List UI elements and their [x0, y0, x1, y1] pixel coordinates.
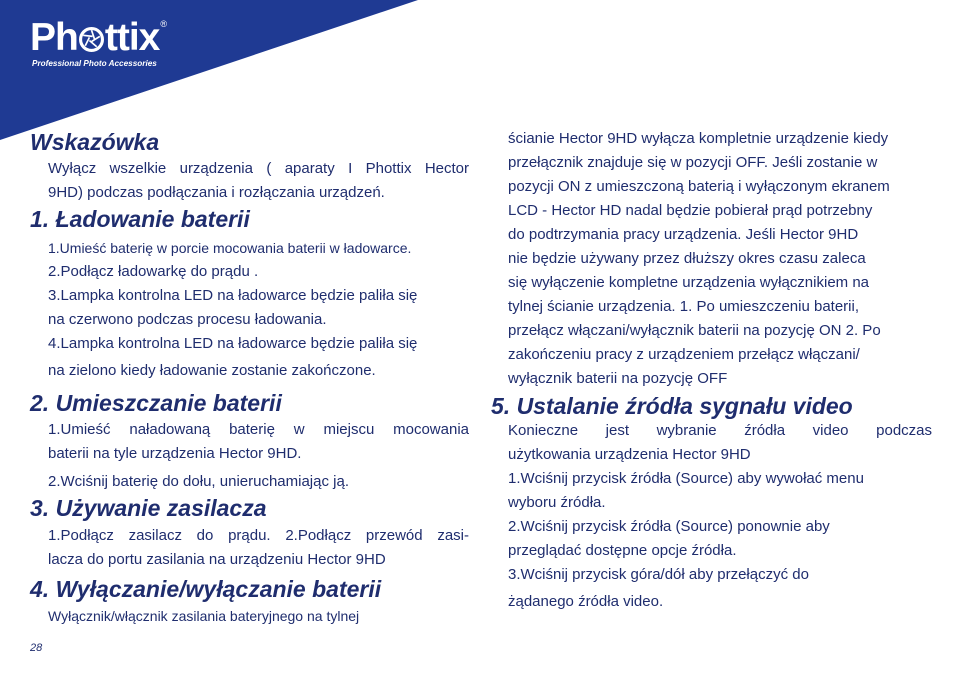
- section-3-paragraph: [48, 524, 469, 572]
- aperture-icon: [79, 27, 104, 52]
- text-line: 3.Wciśnij przycisk góra/dół aby przełączyć do: [508, 566, 809, 583]
- phottix-logo: [30, 18, 166, 57]
- section-2-heading: 2. Umieszczanie baterii: [30, 390, 282, 416]
- text-line: żądanego źródła video.: [508, 593, 664, 610]
- brand-tagline: Professional Photo Accessories: [32, 59, 157, 68]
- logo-text-start: Ph: [30, 16, 78, 59]
- registered-mark: ®: [160, 19, 166, 29]
- text-line: do podtrzymania pracy urządzenia. Jeśli Hector 9HD: [508, 226, 859, 243]
- text-line: zakończeniu pracy z urządzeniem przełącz włączani/: [508, 346, 860, 363]
- text-line: 4.Lampka kontrolna LED na ładowarce będzie paliła się: [48, 335, 418, 352]
- text-line: 2.Podłącz ładowarkę do prądu .: [48, 263, 259, 280]
- text-line: przeglądać dostępne opcje źródła.: [508, 542, 737, 559]
- text-line: wyboru źródła.: [508, 494, 606, 511]
- text-line: lacza do portu zasilania na urządzeniu Hector 9HD: [48, 551, 386, 568]
- logo-text-end: ttix: [104, 16, 160, 59]
- text-line: na zielono kiedy ładowanie zostanie zakończone.: [48, 362, 376, 379]
- text-line: baterii na tyle urządzenia Hector 9HD.: [48, 445, 302, 462]
- text-line: 2.Wciśnij przycisk źródła (Source) ponownie aby: [508, 518, 830, 535]
- section-3-heading: 3. Używanie zasilacza: [30, 495, 267, 521]
- text-line: przełącznik znajduje się w pozycji OFF. Jeśli zostanie w: [508, 154, 878, 171]
- text-line: wyłącznik baterii na pozycję OFF: [508, 370, 728, 387]
- section-1-heading: 1. Ładowanie baterii: [30, 206, 250, 232]
- section-2-paragraph: [48, 418, 469, 494]
- text-line: tylnej ścianie urządzenia. 1. Po umieszczeniu baterii,: [508, 298, 860, 315]
- section-5-heading: 5. Ustalanie źródła sygnału video: [491, 393, 853, 419]
- text-line: 1.Wciśnij przycisk źródła (Source) aby wywołać menu: [508, 470, 864, 487]
- text-line: na czerwono podczas procesu ładowania.: [48, 311, 327, 328]
- text-line: 1.Umieść baterię w porcie mocowania baterii w ładowarce.: [48, 240, 412, 256]
- text-line: Wyłącznik/włącznik zasilania bateryjnego na tylnej: [48, 608, 360, 624]
- text-line: nie będzie używany przez dłuższy okres czasu zaleca: [508, 250, 866, 267]
- text-line: 3.Lampka kontrolna LED na ładowarce będzie paliła się: [48, 287, 418, 304]
- text-line: 1.Umieść naładowaną baterię w miejscu mocowania: [48, 421, 469, 438]
- section-4-continued-paragraph: [508, 127, 932, 391]
- text-line: Konieczne jest wybranie źródła video podczas: [508, 422, 932, 439]
- text-line: 1.Podłącz zasilacz do prądu. 2.Podłącz przewód zasi-: [48, 527, 469, 544]
- text-line: Wyłącz wszelkie urządzenia ( aparaty I Phottix Hector: [48, 160, 469, 177]
- hint-heading: Wskazówka: [30, 129, 160, 155]
- page-number: 28: [30, 642, 43, 654]
- text-line: 9HD) podczas podłączania i rozłączania urządzeń.: [48, 184, 385, 201]
- text-line: pozycji ON z umieszczoną baterią i wyłączonym ekranem: [508, 178, 890, 195]
- text-line: przełącz włączani/wyłącznik baterii na pozycję ON 2. Po: [508, 322, 881, 339]
- hint-paragraph: [48, 157, 469, 205]
- text-line: użytkowania urządzenia Hector 9HD: [508, 446, 751, 463]
- section-4-heading: 4. Wyłączanie/wyłączanie baterii: [30, 576, 382, 602]
- text-line: ścianie Hector 9HD wyłącza kompletnie urządzenie kiedy: [508, 130, 889, 147]
- section-4-paragraph: [48, 604, 469, 628]
- text-line: się wyłączenie kompletne urządzenia wyłącznikiem na: [508, 274, 870, 291]
- section-5-paragraph: [508, 419, 932, 614]
- text-line: LCD - Hector HD nadal będzie pobierał prąd potrzebny: [508, 202, 873, 219]
- text-line: 2.Wciśnij baterię do dołu, unieruchamiając ją.: [48, 473, 349, 490]
- section-1-paragraph: [48, 236, 469, 383]
